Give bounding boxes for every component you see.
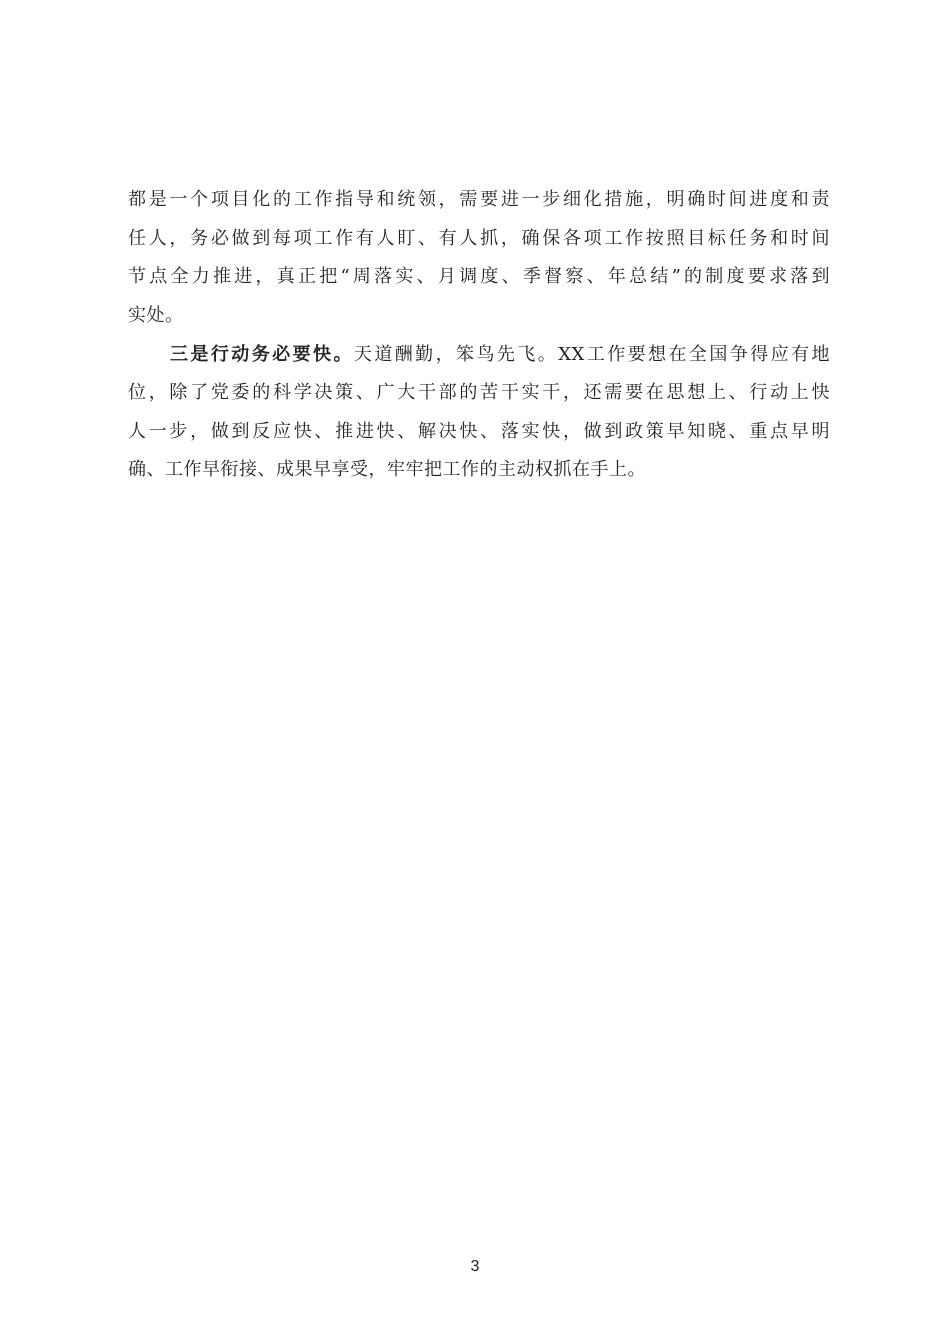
paragraph-first-line [170, 340, 830, 370]
paragraph-line: 确、工作早衔接、成果早享受，牢牢把工作的主动权抓在手上。 [128, 459, 646, 480]
paragraph-line: 节点全力推进，真正把“周落实、月调度、季督察、年总结”的制度要求落到 [128, 266, 830, 287]
paragraph-lead-heading: 三是行动务必要快。 [170, 344, 354, 365]
paragraph-line: 人一步，做到反应快、推进快、解决快、落实快，做到政策早知晓、重点早明 [128, 421, 830, 442]
paragraph-line: 都是一个项目化的工作指导和统领，需要进一步细化措施，明确时间进度和责 [128, 189, 830, 210]
paragraph-line: 任人，务必做到每项工作有人盯、有人抓，确保各项工作按照目标任务和时间 [128, 228, 830, 249]
paragraph-line: 实处。 [128, 305, 184, 326]
page-number: 3 [470, 1258, 480, 1275]
paragraph-line: 位，除了党委的科学决策、广大干部的苦干实干，还需要在思想上、行动上快 [128, 382, 830, 403]
paragraph-lead-text: 天道酬勤，笨鸟先飞。XX工作要想在全国争得应有地 [353, 344, 830, 365]
